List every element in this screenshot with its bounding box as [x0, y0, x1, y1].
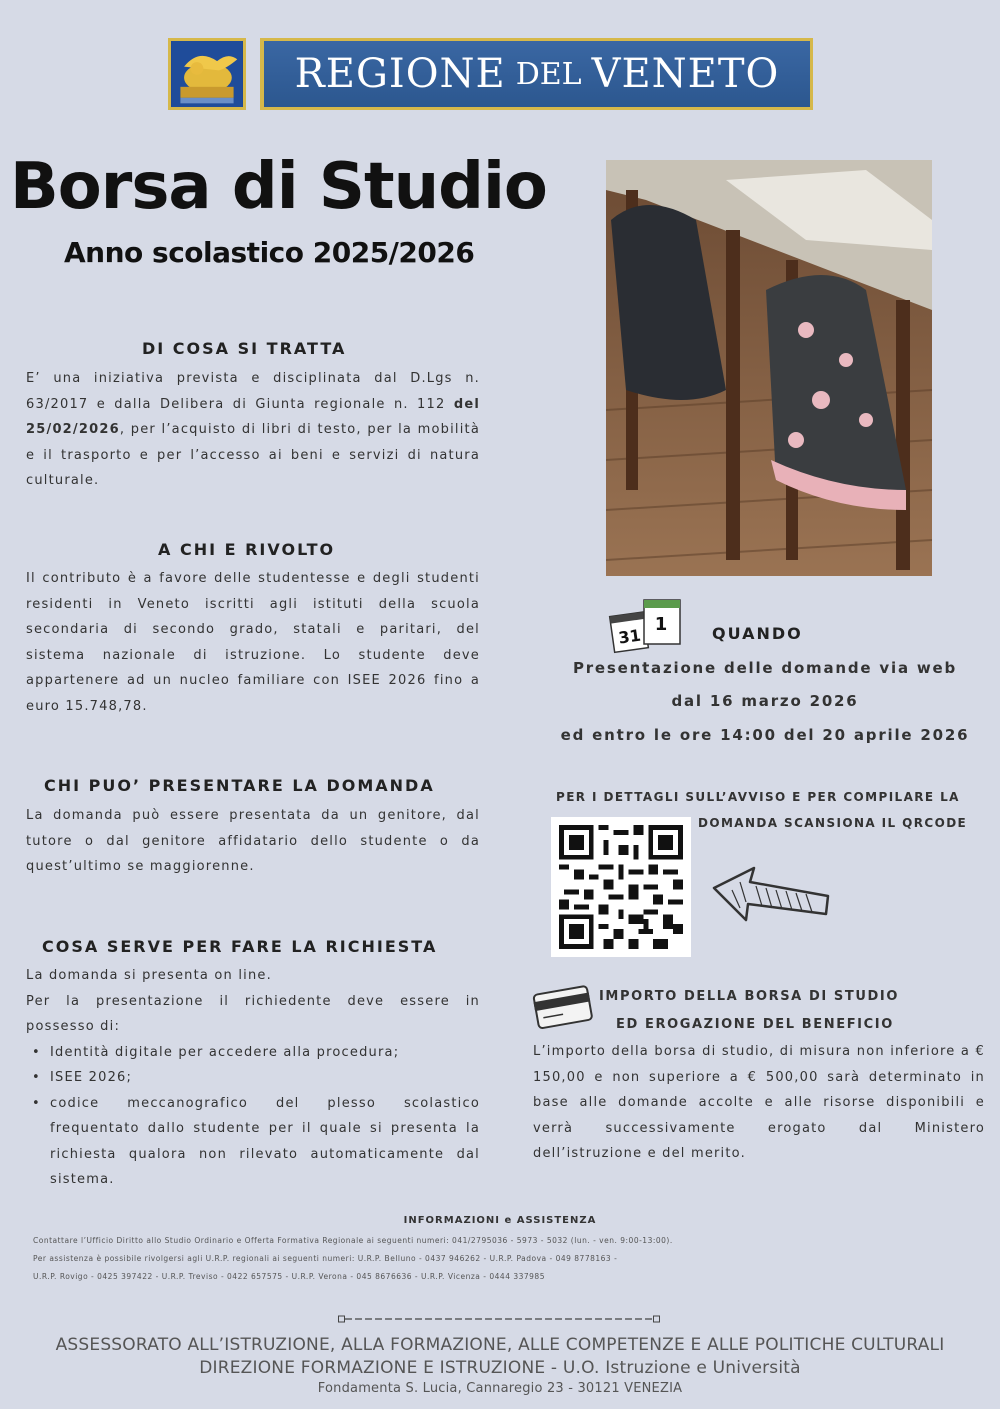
list-item: • codice meccanografico del plesso scolastico frequentato dallo studente per il quale si presenta la richiesta qualora non rilevato automaticamente dal sistema.: [26, 1091, 480, 1193]
info-line2: Per assistenza è possibile rivolgersi agli U.R.P. regionali ai seguenti numeri: U.R.P. Belluno - 0437 946262 - U.R.P. Padova - 049 8778163 -: [33, 1254, 618, 1263]
list-item: • ISEE 2026;: [26, 1065, 480, 1091]
needs-list: [26, 1040, 480, 1193]
amount-heading-line2: ED EROGAZIONE DEL BENEFICIO: [616, 1017, 894, 1032]
section-what-text: [26, 366, 480, 494]
when-line2: dal 16 marzo 2026: [671, 692, 859, 710]
needs-line1: La domanda si presenta on line.: [26, 968, 272, 983]
amount-text: L’importo della borsa di studio, di misura non inferiore a € 150,00 e non superiore a € 500,00 sarà determinato in base alle domande accolte e alle risorse disponibili e verrà successivamente erogato dal Ministero dell’istruzione e del merito.: [533, 1044, 985, 1161]
calendar-icon: [608, 594, 684, 656]
divider: [338, 1308, 660, 1316]
info-line1: Contattare l’Ufficio Diritto allo Studio Ordinario e Offerta Formativa Regionale ai seguenti numeri: 041/2795036 - 5973 - 5032 (lun. - ven. 9:00-13:00).: [33, 1236, 673, 1245]
when-line1: Presentazione delle domande via web: [572, 659, 958, 677]
banner-word-veneto: VENETO: [591, 51, 780, 97]
section-who-heading: A CHI E RIVOLTO: [158, 540, 336, 559]
calendar-day-1: 1: [654, 614, 668, 635]
calendar-day-31: 31: [617, 625, 642, 648]
banner-word-del: DEL: [515, 56, 582, 92]
what-text-bold: del 25/02/2026: [26, 396, 480, 437]
qr-code[interactable]: [551, 817, 691, 957]
qr-text-line1: PER I DETTAGLI SULL’AVVISO E PER COMPILARE LA: [556, 790, 960, 804]
section-what-heading: DI COSA SI TRATTA: [142, 339, 347, 358]
section-needs-text: [26, 963, 480, 1193]
list-item: • Identità digitale per accedere alla procedura;: [26, 1040, 480, 1066]
qr-code-icon: [559, 825, 683, 949]
footer-line1: ASSESSORATO ALL’ISTRUZIONE, ALLA FORMAZIONE, ALLE COMPETENZE E ALLE POLITICHE CULTURALI: [55, 1335, 945, 1355]
section-apply-text: La domanda può essere presentata da un genitore, dal tutore o dal genitore affidatario dello studente o da quest’ultimo se maggiorenne.: [26, 808, 480, 874]
section-when-heading: QUANDO: [712, 624, 803, 643]
qr-text-line2: DOMANDA SCANSIONA IL QRCODE: [698, 816, 968, 830]
region-banner: [260, 38, 813, 110]
info-line3: U.R.P. Rovigo - 0425 397422 - U.R.P. Treviso - 0422 657575 - U.R.P. Verona - 045 8676636 - U.R.P. Vicenza - 0444 337985: [33, 1272, 545, 1281]
what-text-pre: E’ una iniziativa prevista e disciplinata dal D.Lgs n. 63/2017 e dalla Delibera di Giunta regionale n. 112: [26, 371, 480, 412]
when-line3: ed entro le ore 14:00 del 20 aprile 2026: [560, 726, 970, 744]
page-title: Borsa di Studio: [10, 150, 547, 224]
banner-word-regione: REGIONE: [294, 51, 506, 97]
footer-address: Fondamenta S. Lucia, Cannaregio 23 - 30121 VENEZIA: [317, 1381, 683, 1396]
section-apply-heading: CHI PUO’ PRESENTARE LA DOMANDA: [44, 776, 435, 795]
info-heading: INFORMAZIONI e ASSISTENZA: [403, 1215, 597, 1226]
page-subtitle: Anno scolastico 2025/2026: [64, 236, 475, 269]
lion-icon: [171, 41, 243, 107]
arrow-left-icon: [706, 862, 834, 924]
what-text-post: , per l’acquisto di libri di testo, per la mobilità e il trasporto e per l’accesso ai beni e servizi di natura culturale.: [26, 422, 480, 488]
needs-line2: Per la presentazione il richiedente deve essere in possesso di:: [26, 993, 480, 1034]
classroom-photo: [606, 160, 932, 576]
lion-of-st-mark-logo: [168, 38, 246, 110]
amount-heading-line1: IMPORTO DELLA BORSA DI STUDIO: [599, 989, 899, 1004]
section-who-text: Il contributo è a favore delle studentesse e degli studenti residenti in Veneto iscritti agli istituti della scuola secondaria di secondo grado, statali e paritari, del sistema nazionale di istruzione. Lo studente deve appartenere ad un nucleo familiare con ISEE 2026 fino a euro 15.748,78.: [26, 571, 480, 714]
footer-line2: DIREZIONE FORMAZIONE E ISTRUZIONE - U.O. Istruzione e Università: [199, 1358, 801, 1378]
credit-card-icon: [532, 984, 596, 1032]
backpack-chair-image: [606, 160, 932, 576]
section-needs-heading: COSA SERVE PER FARE LA RICHIESTA: [42, 937, 438, 956]
